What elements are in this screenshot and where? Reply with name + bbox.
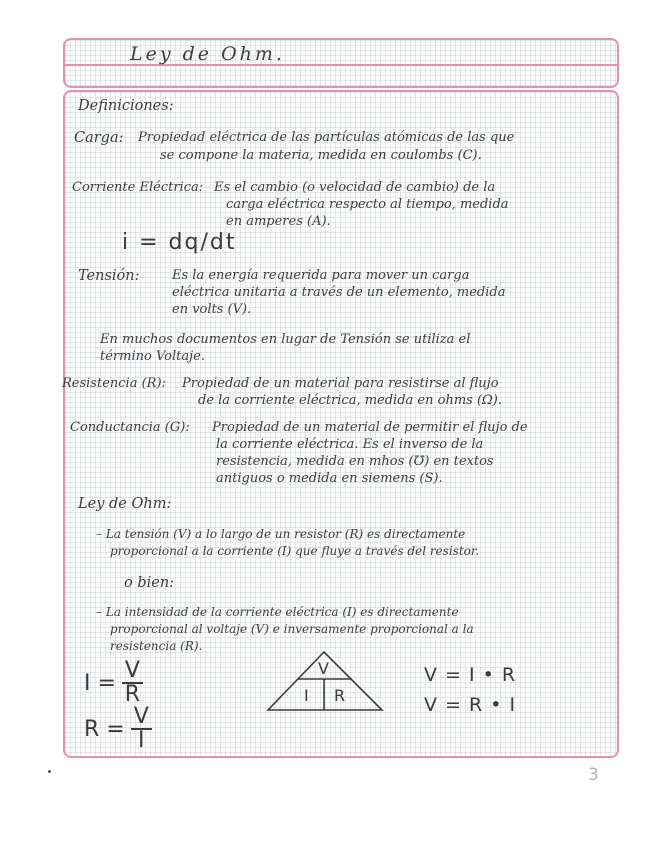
formula-r-lhs: R = [84,716,125,742]
conductancia-line-3: resistencia, medida en mhos (℧) en textos [216,454,494,469]
carga-term: Carga: [74,130,124,146]
note-line-2: término Voltaje. [100,349,205,364]
triangle-label-r: R [334,686,346,705]
resistencia-line-1: Propiedad de un material para resistirse al flujo [182,376,499,391]
conductancia-line-1: Propiedad de un material de permitir el flujo de [212,420,528,435]
stray-mark [48,770,51,773]
conductancia-line-2: la corriente eléctrica. Es el inverso de la [216,437,484,452]
current-from-voltage-formula [84,660,143,706]
formula-i-numerator: V [122,660,143,684]
tension-line-1: Es la energía requerida para mover un carga [172,268,470,283]
resistencia-term: Resistencia (R): [62,376,166,391]
page-title: Ley de Ohm. [130,43,285,65]
carga-line-2: se compone la materia, medida en coulombs (C). [160,148,482,163]
definitions-heading: Definiciones: [78,98,174,114]
current-formula: i = dq/dt [122,230,237,255]
formula-r-fraction [131,706,152,752]
triangle-label-i: I [304,686,309,705]
ley-p1-line-1: – La tensión (V) a lo largo de un resistor (R) es directamente [96,527,466,541]
tension-term: Tensión: [78,268,140,284]
resistance-formula [84,706,152,752]
corriente-line-3: en amperes (A). [226,214,331,229]
tension-line-3: en volts (V). [172,302,252,317]
formula-i-lhs: I = [84,670,116,696]
triangle-label-v: V [318,659,329,678]
formula-r-denominator: I [138,728,145,753]
o-bien: o bien: [124,575,175,591]
conductancia-term: Conductancia (G): [70,420,190,435]
voltage-formula-1: V = I • R [424,664,517,686]
corriente-line-1: Es el cambio (o velocidad de cambio) de la [214,180,496,195]
ohm-triangle-diagram [260,646,390,714]
formula-i-denominator: R [124,682,141,707]
page-number: 3 [588,765,599,785]
corriente-line-2: carga eléctrica respecto al tiempo, medida [226,197,509,212]
ley-heading: Ley de Ohm: [78,496,172,512]
ley-p2-line-2: proporcional al voltaje (V) e inversamente proporcional a la [110,622,474,636]
corriente-term: Corriente Eléctrica: [72,180,204,195]
tension-line-2: eléctrica unitaria a través de un elemento, medida [172,285,506,300]
carga-line-1: Propiedad eléctrica de las partículas atómicas de las que [138,130,515,145]
ley-p2-line-1: – La intensidad de la corriente eléctrica (I) es directamente [96,605,459,619]
ley-p1-line-2: proporcional a la corriente (I) que fluye a través del resistor. [110,544,480,558]
formula-i-fraction [122,660,143,706]
ley-p2-line-3: resistencia (R). [110,639,203,653]
formula-r-numerator: V [131,706,152,730]
conductancia-line-4: antiguos o medida en siemens (S). [216,471,443,486]
resistencia-line-2: de la corriente eléctrica, medida en ohms (Ω). [198,393,503,408]
voltage-formula-2: V = R • I [424,694,517,716]
note-line-1: En muchos documentos en lugar de Tensión se utiliza el [100,332,471,347]
